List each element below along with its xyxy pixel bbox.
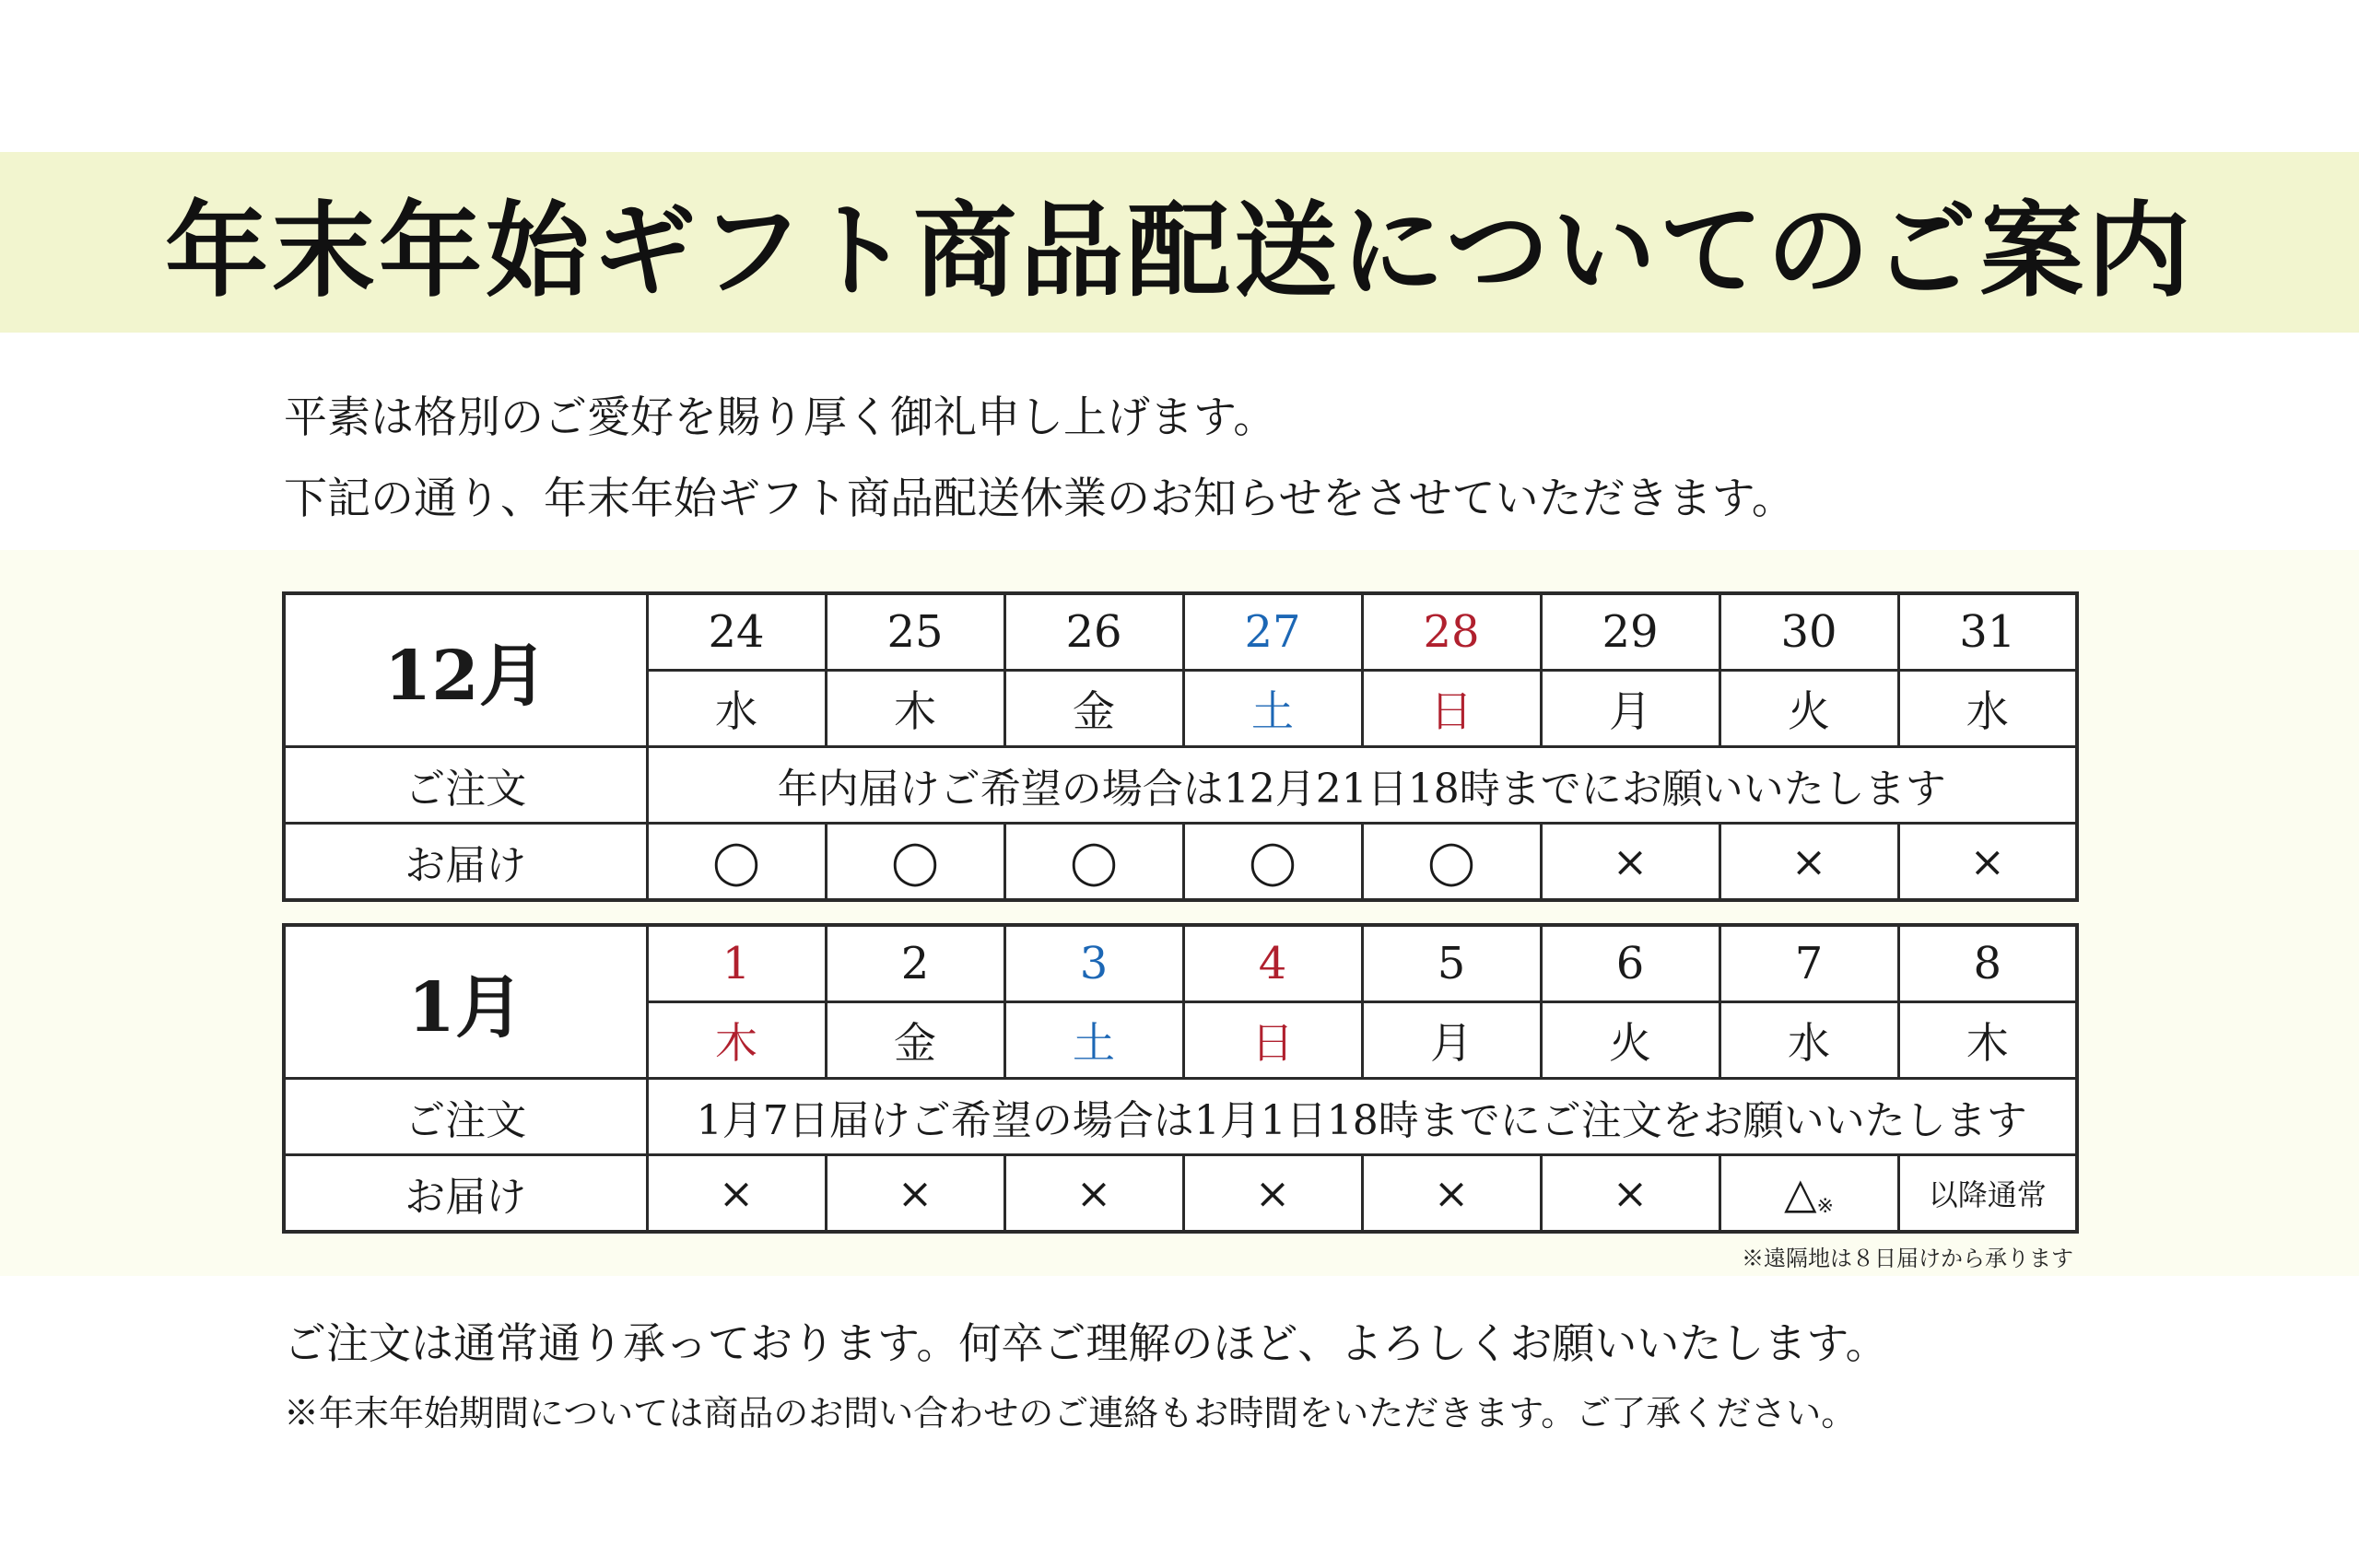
- delivery-mark: ×: [1362, 1155, 1541, 1233]
- intro-line-2: 下記の通り、年末年始ギフト商品配送休業のお知らせをさせていただきます。: [284, 474, 1795, 524]
- date-cell: 29: [1541, 593, 1719, 671]
- footer-line-1: ご注文は通常通り承っております。何卒ご理解のほど、よろしくお願いいたします。: [284, 1318, 1888, 1368]
- delivery-mark: ×: [1541, 824, 1719, 901]
- date-cell-saturday: 27: [1183, 593, 1362, 671]
- title-band: [0, 152, 2359, 333]
- date-cell-saturday: 3: [1004, 925, 1183, 1002]
- date-cell: 2: [826, 925, 1004, 1002]
- weekday-cell: 月: [1362, 1002, 1541, 1079]
- weekday-cell: 火: [1719, 671, 1898, 747]
- weekday-cell: 水: [1719, 1002, 1898, 1079]
- weekday-cell-saturday: 土: [1004, 1002, 1183, 1079]
- date-cell-sunday: 28: [1362, 593, 1541, 671]
- date-cell: 30: [1719, 593, 1898, 671]
- delivery-mark: ×: [1004, 1155, 1183, 1233]
- date-cell: 26: [1004, 593, 1183, 671]
- note-reference-mark: ※: [1816, 1195, 1834, 1218]
- weekday-cell-sunday: 日: [1183, 1002, 1362, 1079]
- delivery-mark: ×: [826, 1155, 1004, 1233]
- delivery-mark: ◯: [1362, 824, 1541, 901]
- date-cell: 5: [1362, 925, 1541, 1002]
- order-deadline-note: 年内届けご希望の場合は12月21日18時までにお願いいたします: [647, 747, 2077, 824]
- date-cell: 8: [1898, 925, 2077, 1002]
- date-cell: 24: [647, 593, 826, 671]
- december-calendar: [282, 591, 2079, 902]
- weekday-cell: 木: [1898, 1002, 2077, 1079]
- remote-area-note: ※遠隔地は８日届けから承ります: [1742, 1246, 2073, 1271]
- footer-notes: [284, 1306, 1888, 1446]
- date-cell-holiday: 1: [647, 925, 826, 1002]
- weekday-cell: 水: [1898, 671, 2077, 747]
- weekday-cell-saturday: 土: [1183, 671, 1362, 747]
- weekday-cell: 木: [826, 671, 1004, 747]
- month-label-january: 1月: [284, 925, 647, 1079]
- delivery-mark: ×: [1719, 824, 1898, 901]
- order-deadline-note: 1月7日届けご希望の場合は1月1日18時までにご注文をお願いいたします: [647, 1079, 2077, 1155]
- delivery-mark-partial: [1719, 1155, 1898, 1233]
- delivery-mark: ×: [1183, 1155, 1362, 1233]
- delivery-mark: ×: [1541, 1155, 1719, 1233]
- delivery-mark: ×: [647, 1155, 826, 1233]
- delivery-mark: ◯: [1004, 824, 1183, 901]
- weekday-cell: 水: [647, 671, 826, 747]
- footer-line-2: ※年末年始期間については商品のお問い合わせのご連絡もお時間をいただきます。ご了承ください。: [284, 1393, 1857, 1433]
- date-cell: 7: [1719, 925, 1898, 1002]
- order-row-label: ご注文: [284, 747, 647, 824]
- delivery-mark: ◯: [647, 824, 826, 901]
- month-label-december: 12月: [284, 593, 647, 747]
- delivery-normal-resume: 以降通常: [1898, 1155, 2077, 1233]
- delivery-mark: ◯: [1183, 824, 1362, 901]
- weekday-cell-holiday: 木: [647, 1002, 826, 1079]
- january-calendar: [282, 923, 2079, 1234]
- weekday-cell-sunday: 日: [1362, 671, 1541, 747]
- order-row-label: ご注文: [284, 1079, 647, 1155]
- delivery-row-label: お届け: [284, 1155, 647, 1233]
- date-cell: 6: [1541, 925, 1719, 1002]
- weekday-cell: 火: [1541, 1002, 1719, 1079]
- weekday-cell: 金: [1004, 671, 1183, 747]
- delivery-mark: ×: [1898, 824, 2077, 901]
- page-title: 年末年始ギフト商品配送についてのご案内: [165, 190, 2194, 311]
- triangle-mark: △: [1784, 1168, 1817, 1218]
- delivery-mark: ◯: [826, 824, 1004, 901]
- delivery-row-label: お届け: [284, 824, 647, 901]
- weekday-cell: 月: [1541, 671, 1719, 747]
- date-cell: 31: [1898, 593, 2077, 671]
- date-cell-sunday: 4: [1183, 925, 1362, 1002]
- date-cell: 25: [826, 593, 1004, 671]
- intro-text: [284, 378, 1795, 540]
- weekday-cell: 金: [826, 1002, 1004, 1079]
- intro-line-1: 平素は格別のご愛好を賜り厚く御礼申し上げます。: [284, 392, 1277, 443]
